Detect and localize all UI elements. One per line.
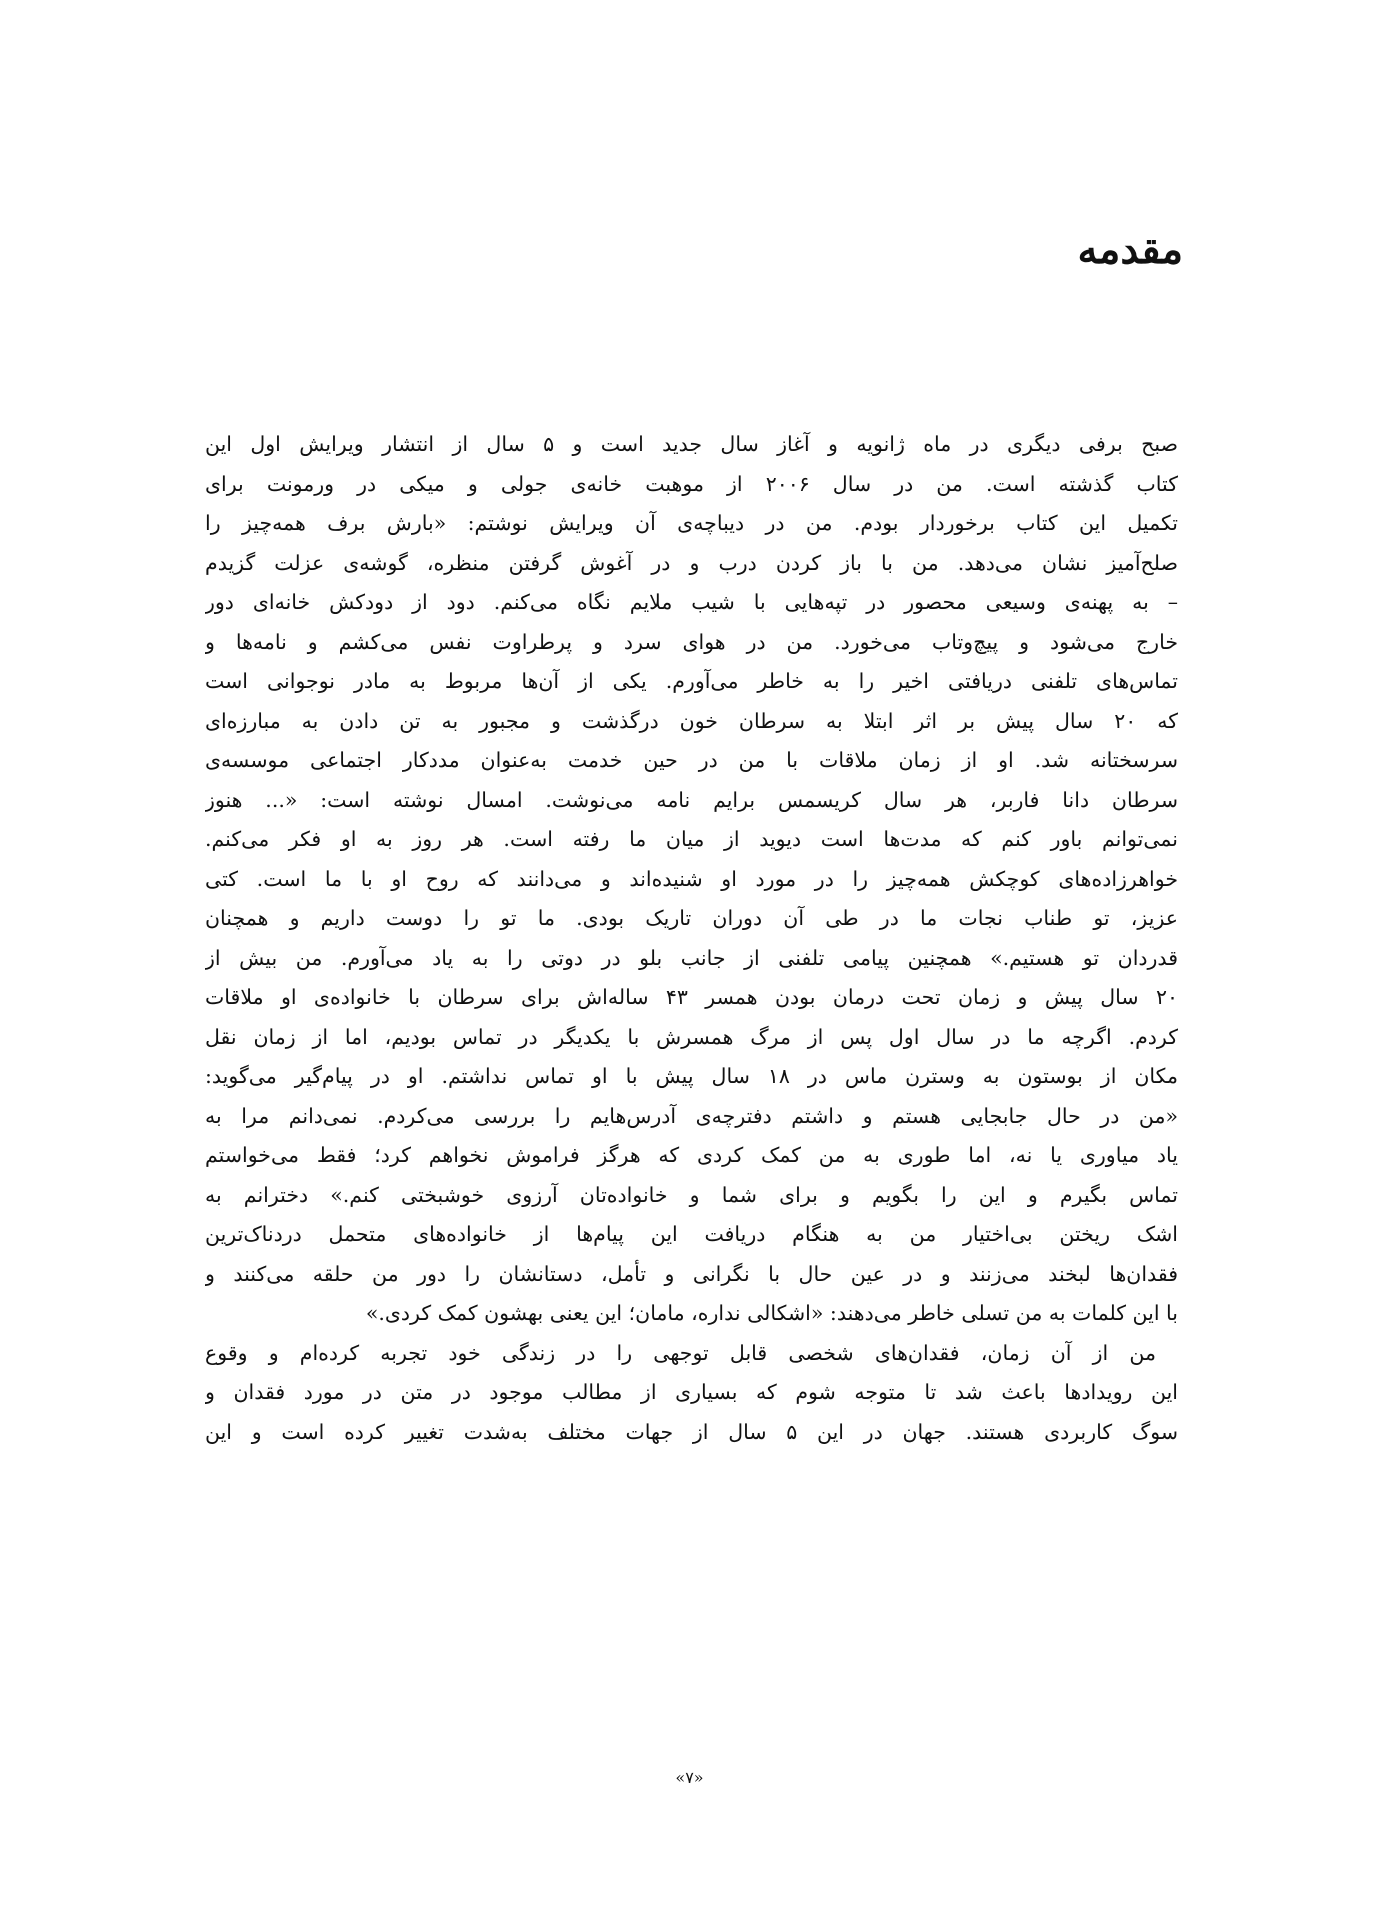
- text-line: صلح‌آمیز نشان می‌دهد. من با باز کردن درب و در آغوش گرفتن منظره، گوشه‌ی عزلت گزیدم: [205, 550, 1178, 575]
- text-line: یاد میاوری یا نه، اما طوری به من کمک کردی که هرگز فراموش نخواهم کرد؛ فقط می‌خواستم: [205, 1143, 1178, 1167]
- text-line: من از آن زمان، فقدان‌های شخصی قابل توجهی را در زندگی خود تجربه کرده‌ام و وقوع: [205, 1340, 1156, 1365]
- text-line: تکمیل این کتاب برخوردار بودم. من در دیباچه‌ی آن ویرایش نوشتم: «بارش برف همه‌چیز را: [205, 511, 1178, 535]
- page-number: «۷»: [675, 1768, 704, 1787]
- text-line: تماس‌های تلفنی دریافتی اخیر را به خاطر می‌آورم. یکی از آن‌ها مربوط به مادر نوجوانی است: [205, 669, 1178, 693]
- text-line: این رویدادها باعث شد تا متوجه شوم که بسیاری از مطالب موجود در متن در مورد فقدان و: [205, 1380, 1178, 1404]
- text-line: صبح برفی دیگری در ماه ژانویه و آغاز سال جدید است و ۵ سال از انتشار ویرایش اول این: [205, 432, 1178, 456]
- text-line: نمی‌توانم باور کنم که مدت‌ها است دیوید از میان ما رفته است. هر روز به او فکر می‌کنم.: [205, 827, 1178, 851]
- text-line: سوگ کاربردی هستند. جهان در این ۵ سال از جهات مختلف به‌شدت تغییر کرده است و این: [205, 1419, 1178, 1444]
- text-line: کتاب گذشته است. من در سال ۲۰۰۶ از موهبت خانه‌ی جولی و میکی در ورمونت برای: [205, 471, 1178, 496]
- text-line: «من در حال جابجایی هستم و داشتم دفترچه‌ی آدرس‌هایم را بررسی می‌کردم. نمی‌دانم مرا به: [205, 1103, 1178, 1128]
- chapter-title: مقدمه: [1077, 226, 1183, 273]
- text-line: کردم. اگرچه ما در سال اول پس از مرگ همسرش با یکدیگر در تماس بودیم، اما از زمان نقل: [205, 1024, 1178, 1049]
- text-line: که ۲۰ سال پیش بر اثر ابتلا به سرطان خون درگذشت و مجبور به تن دادن به مبارزه‌ای: [205, 708, 1178, 733]
- text-line: تماس بگیرم و این را بگویم و برای شما و خانواده‌تان آرزوی خوشبختی کنم.» دخترانم به: [205, 1182, 1178, 1207]
- text-line: – به پهنه‌ی وسیعی محصور در تپه‌هایی با شیب ملایم نگاه می‌کنم. دود از دودکش خانه‌ای دور: [205, 590, 1178, 614]
- text-line: مکان از بوستون به وسترن ماس در ۱۸ سال پیش با او تماس نداشتم. او در پیام‌گیر می‌گوید:: [205, 1064, 1178, 1088]
- text-line: سرطان دانا فاربر، هر سال کریسمس برایم نامه می‌نوشت. امسال نوشته است: «... هنوز: [205, 787, 1178, 812]
- text-line: اشک ریختن بی‌اختیار من به هنگام دریافت این پیام‌ها از خانواده‌های متحمل دردناک‌ترین: [205, 1222, 1178, 1246]
- text-line: قدردان تو هستیم.» همچنین پیامی تلفنی از جانب بلو در دوتی را به یاد می‌آورم. من بیش از: [205, 945, 1178, 970]
- text-line: با این کلمات به من تسلی خاطر می‌دهند: «اشکالی نداره، مامان؛ این یعنی بهشون کمک کردی.»: [365, 1301, 1178, 1325]
- text-line: فقدان‌ها لبخند می‌زنند و در عین حال با نگرانی و تأمل، دستانشان را دور من حلقه می‌کنند و: [205, 1261, 1178, 1286]
- text-line: ۲۰ سال پیش و زمان تحت درمان بودن همسر ۴۳ ساله‌اش برای سرطان با خانواده‌ی او ملاقات: [205, 985, 1178, 1009]
- text-line: عزیز، تو طناب نجات ما در طی آن دوران تاریک بودی. ما تو را دوست داریم و همچنان: [205, 906, 1178, 930]
- body-text: [205, 425, 1178, 1452]
- text-line: سرسختانه شد. او از زمان ملاقات با من در حین خدمت به‌عنوان مددکار اجتماعی موسسه‌ی: [205, 748, 1178, 772]
- text-line: خارج می‌شود و پیچ‌وتاب می‌خورد. من در هوای سرد و پرطراوت نفس می‌کشم و نامه‌ها و: [205, 629, 1178, 654]
- text-line: خواهرزاده‌های کوچکش همه‌چیز را در مورد او شنیده‌اند و می‌دانند که روح او با ما است. کتی: [205, 866, 1178, 891]
